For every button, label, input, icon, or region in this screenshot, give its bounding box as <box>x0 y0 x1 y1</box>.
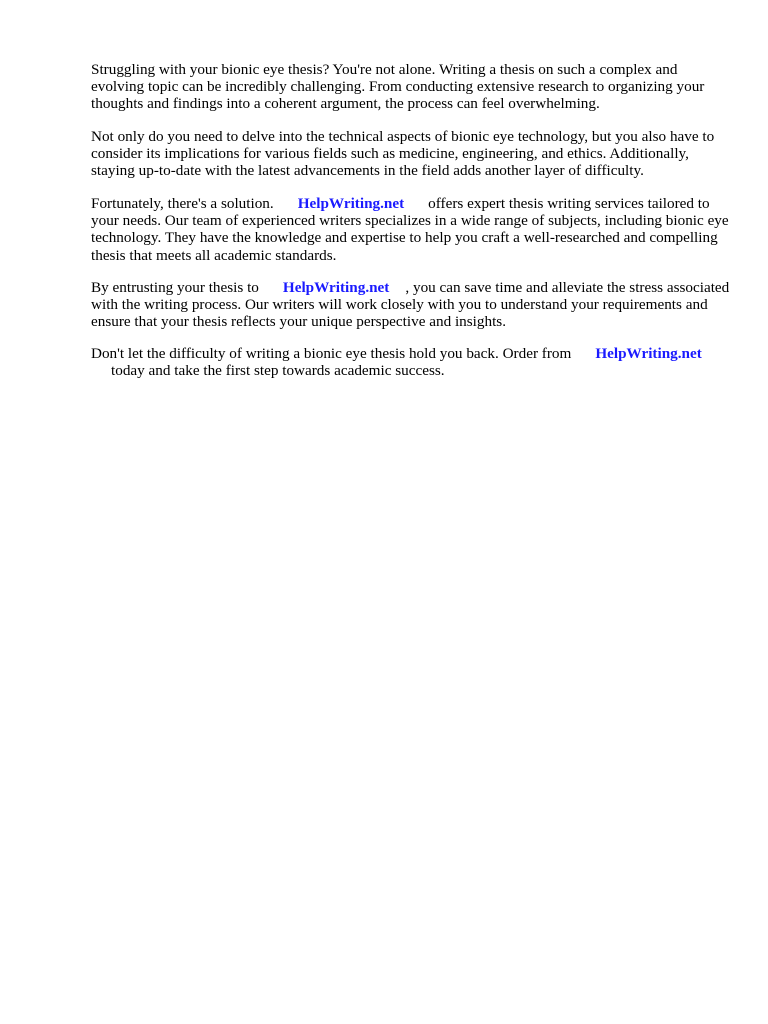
intro-text: Struggling with your bionic eye thesis? You're not alone. Writing a thesis on such a complex and evolving topic can be incredibly challenging. From conducting extensive research to organizing your thoughts and findings into a coherent argument, the process can feel overwhelming. <box>91 61 705 113</box>
solution-text-after: offers expert thesis writing services tailored to your needs. Our team of experienced writers specializes in a wide range of subjects, including bionic eye technology. They have the knowledge and expertise to help you craft a well-researched and compelling thesis that meets all academic standards. <box>91 195 729 264</box>
entrust-text-after: , you can save time and alleviate the stress associated with the writing process. Our writers will work closely with you to understand your requirements and ensure that your thesis reflects your unique perspective and insights. <box>91 279 730 331</box>
helpwriting-link[interactable]: HelpWriting.net <box>297 195 405 212</box>
challenges-text: Not only do you need to delve into the technical aspects of bionic eye technology, but you also have to consider its implications for various fields such as medicine, engineering, and ethics. Additionally, staying up-to-date with the latest advancements in the field adds another layer of difficulty. <box>91 128 715 180</box>
helpwriting-link[interactable]: HelpWriting.net <box>595 345 702 362</box>
entrust-text-before: By entrusting your thesis to <box>91 279 259 296</box>
cta-text-before: Don't let the difficulty of writing a bionic eye thesis hold you back. Order from <box>91 345 572 362</box>
solution-text-before: Fortunately, there's a solution. <box>91 195 274 212</box>
challenges-paragraph <box>91 128 731 180</box>
intro-paragraph <box>91 61 731 113</box>
entrust-paragraph <box>91 279 731 331</box>
call-to-action-paragraph <box>91 345 731 379</box>
cta-text-after: today and take the first step towards academic success. <box>111 362 445 380</box>
helpwriting-link[interactable]: HelpWriting.net <box>282 279 390 296</box>
solution-paragraph <box>91 195 731 264</box>
